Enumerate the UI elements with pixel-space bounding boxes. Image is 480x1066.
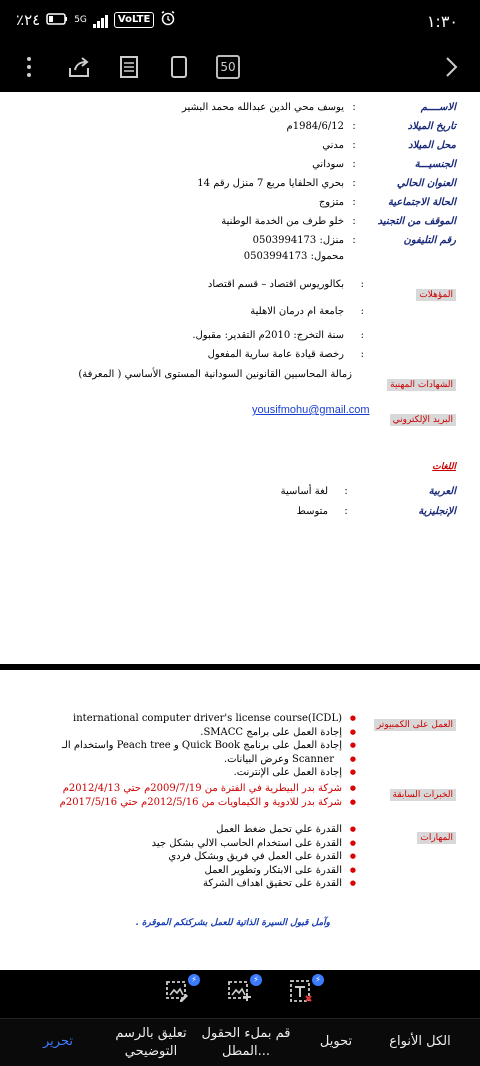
qualifications-label: المؤهلات bbox=[416, 289, 456, 301]
language-arabic bbox=[281, 482, 456, 500]
list-item: ● القدرة علي تحمل ضغط العمل bbox=[152, 823, 356, 837]
colon: : bbox=[352, 177, 356, 189]
certificates-label-wrap bbox=[387, 372, 456, 391]
edit-tools-bar bbox=[0, 970, 480, 1018]
premium-badge-icon: ⚡ bbox=[312, 974, 324, 986]
field-value: سوداني bbox=[312, 158, 344, 170]
list-item: ● القدرة على تحقيق اهداف الشركة bbox=[152, 877, 356, 891]
field-label: محل الميلاد bbox=[408, 139, 456, 151]
field-birthplace bbox=[322, 136, 456, 154]
next-icon[interactable] bbox=[434, 50, 468, 84]
battery-percent: ٪٢٤ bbox=[16, 11, 41, 29]
nav-edit[interactable]: تحرير bbox=[43, 1034, 73, 1049]
list-item: ● international computer driver's license course(ICDL) bbox=[62, 712, 356, 726]
mobile-number: محمول: 0503994173 bbox=[243, 251, 344, 262]
field-label: العنوان الحالي bbox=[396, 177, 456, 189]
list-item: ● القدرة على العمل في فريق وبشكل فردي bbox=[152, 850, 356, 864]
list-item: ● إجادة العمل على برنامج Quick Book و Peach tree واستخدام الـ bbox=[62, 739, 356, 753]
colon: : bbox=[360, 306, 364, 317]
field-nationality bbox=[312, 155, 456, 173]
colon: : bbox=[352, 120, 356, 132]
field-birthdate bbox=[287, 117, 456, 135]
list-item: ● إجادة العمل على الإنترنت. bbox=[62, 766, 356, 780]
field-label: الجنسيـــة bbox=[414, 158, 456, 170]
image-add-icon[interactable] bbox=[226, 975, 259, 1008]
languages-heading: اللغات bbox=[432, 462, 456, 472]
language-label: الإنجليزية bbox=[418, 505, 456, 517]
colon: : bbox=[352, 101, 356, 113]
qualification-item: جامعة ام درمان الاهلية bbox=[250, 306, 344, 317]
bottom-navigation bbox=[0, 1018, 480, 1066]
list-item: ● القدرة على الابتكار وتطوير العمل bbox=[152, 864, 356, 878]
status-indicators bbox=[16, 10, 176, 30]
email-link[interactable]: yousifmohu@gmail.com bbox=[252, 404, 370, 416]
colon: : bbox=[352, 215, 356, 227]
experience-label: الخبرات السابقة bbox=[390, 789, 456, 801]
document-page-1 bbox=[0, 92, 480, 664]
text-ocr-icon[interactable] bbox=[288, 975, 321, 1008]
field-value: متزوج bbox=[318, 196, 344, 208]
language-level: لغة أساسية bbox=[280, 485, 328, 497]
colon: : bbox=[344, 485, 348, 497]
status-bar bbox=[0, 0, 480, 42]
field-value: بحري الحلفايا مربع 7 منزل رقم 14 bbox=[197, 177, 344, 189]
nav-fill-fields[interactable]: قم بملء الحقول المطل... bbox=[201, 1026, 291, 1059]
field-label: الاســــم bbox=[420, 101, 456, 113]
more-icon[interactable] bbox=[12, 50, 46, 84]
field-label: الحالة الاجتماعية bbox=[387, 196, 456, 208]
field-marital-status bbox=[319, 193, 456, 211]
field-label: تاريخ الميلاد bbox=[407, 120, 456, 132]
email-label-wrap bbox=[390, 407, 456, 426]
list-item: ● شركة بدر للادوية و الكيماويات من 2012/5/16م حتي 2017/5/16م bbox=[60, 796, 356, 810]
clock: ١:٣٠ bbox=[426, 12, 458, 31]
field-label: الموقف من التجنيد bbox=[377, 215, 456, 227]
qualification-item: رخصة قيادة عامة سارية المفعول bbox=[207, 349, 344, 360]
field-value: خلو طرف من الخدمة الوطنية bbox=[221, 215, 344, 227]
document-toolbar bbox=[0, 42, 480, 92]
certificate-text: زمالة المحاسبين القانونين السودانية المستوى الأساسي ( المعرفة) bbox=[78, 369, 352, 380]
qualification-item: بكالوريوس اقتصاد – قسم اقتصاد bbox=[207, 279, 344, 290]
closing-line: وآمل قبول السيرة الذاتية للعمل بشركتكم الموقرة . bbox=[135, 918, 330, 928]
field-phone bbox=[253, 231, 456, 249]
field-name bbox=[182, 98, 456, 116]
premium-badge-icon: ⚡ bbox=[188, 974, 200, 986]
battery-icon bbox=[46, 11, 68, 29]
page-count-icon[interactable] bbox=[211, 50, 245, 84]
colon: : bbox=[360, 349, 364, 360]
premium-badge-icon: ⚡ bbox=[250, 974, 262, 986]
colon: : bbox=[352, 196, 356, 208]
nav-convert[interactable]: تحويل bbox=[319, 1034, 353, 1049]
language-english bbox=[297, 502, 456, 520]
computer-skills-list bbox=[62, 712, 356, 780]
signal-icon bbox=[93, 12, 108, 28]
skills-label-wrap bbox=[417, 825, 456, 844]
skills-label: المهارات bbox=[417, 832, 456, 844]
certificates-label: الشهادات المهنية bbox=[387, 379, 456, 391]
qualifications-label-wrap bbox=[416, 282, 456, 301]
field-value: يوسف محي الدين عبدالله محمد البشير bbox=[181, 101, 344, 113]
network-type: 5G bbox=[74, 15, 87, 25]
language-label: العربية bbox=[428, 485, 456, 497]
computer-label: العمل على الكمبيوتر bbox=[374, 719, 456, 731]
qualification-item: سنة التخرج: 2010م التقدير: مقبول. bbox=[192, 330, 344, 341]
page-view-icon[interactable] bbox=[162, 50, 196, 84]
reader-mode-icon[interactable] bbox=[112, 50, 146, 84]
field-value: مدني bbox=[322, 139, 344, 151]
document-page-2 bbox=[0, 670, 480, 970]
field-address bbox=[197, 174, 456, 192]
colon: : bbox=[352, 158, 356, 170]
list-item: ● القدرة على استخدام الحاسب الالي بشكل جيد bbox=[152, 837, 356, 851]
nav-annotate[interactable]: تعليق بالرسم التوضيحي bbox=[115, 1026, 187, 1059]
language-level: متوسط bbox=[296, 505, 328, 517]
colon: : bbox=[352, 234, 356, 246]
nav-all-types[interactable]: الكل الأنواع bbox=[389, 1034, 451, 1049]
page-count: 50 bbox=[216, 55, 240, 79]
list-item: ● إجادة العمل على برامج SMACC. bbox=[62, 726, 356, 740]
image-edit-icon[interactable] bbox=[164, 975, 197, 1008]
colon: : bbox=[360, 330, 364, 341]
field-value: منزل: 0503994173 bbox=[252, 234, 344, 246]
skills-list bbox=[152, 823, 356, 891]
list-item: ● شركة بدر البيطرية في الفترة من 2009/7/19م حتي 2012/4/13م bbox=[60, 782, 356, 796]
experience-label-wrap bbox=[390, 782, 456, 801]
colon: : bbox=[344, 505, 348, 517]
computer-label-wrap bbox=[374, 712, 456, 731]
alarm-icon bbox=[160, 10, 176, 30]
list-item: ● Scanner وعرض البيانات. bbox=[62, 753, 356, 767]
colon: : bbox=[352, 139, 356, 151]
share-icon[interactable] bbox=[62, 50, 96, 84]
volte-badge: VoLTE bbox=[114, 12, 154, 28]
field-value: 1984/6/12م bbox=[286, 120, 344, 132]
colon: : bbox=[360, 279, 364, 290]
experience-list bbox=[60, 782, 356, 809]
field-military-status bbox=[221, 212, 456, 230]
email-label: البريد الإلكتروني bbox=[390, 414, 456, 426]
field-label: رقم التليفون bbox=[403, 234, 456, 246]
